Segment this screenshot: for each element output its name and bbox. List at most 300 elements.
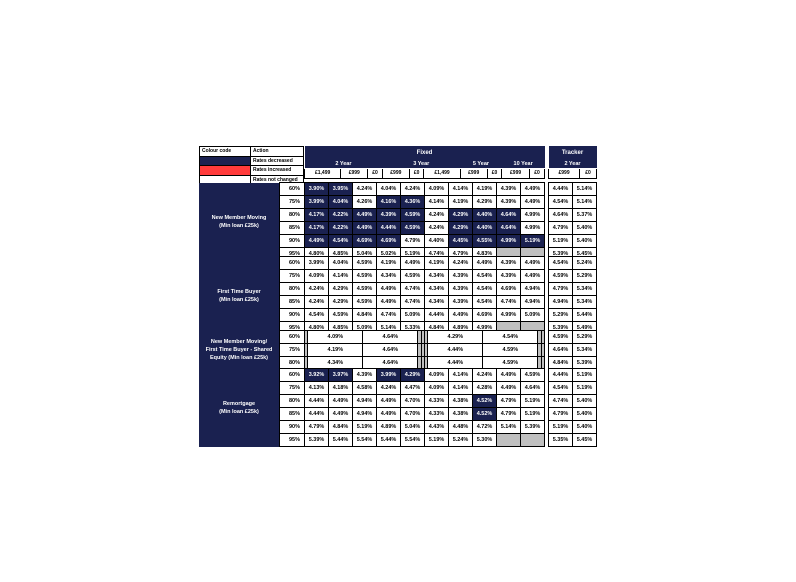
rate-cell: 4.24% <box>353 183 377 196</box>
rate-cell: 4.24% <box>305 283 329 296</box>
fee-header: £1,499 <box>305 169 341 179</box>
rate-cell: 4.24% <box>449 257 473 270</box>
rate-cell: 4.49% <box>329 408 353 421</box>
tracker-rate-cell: 5.14% <box>573 183 597 196</box>
tracker-rate-cell: 5.29% <box>573 331 597 344</box>
tracker-row <box>549 196 597 209</box>
tracker-rate-cell: 4.54% <box>549 257 573 270</box>
table-row <box>199 257 545 270</box>
rate-cell: 4.33% <box>425 408 449 421</box>
tracker-row <box>549 309 597 322</box>
tracker-rate-cell: 5.40% <box>573 421 597 434</box>
rate-cell: 4.09% <box>425 369 449 382</box>
rate-cell: 4.38% <box>449 395 473 408</box>
ltv-label: 95% <box>280 248 305 261</box>
rate-cell: 4.40% <box>425 235 449 248</box>
rate-cell: 5.19% <box>521 235 545 248</box>
fixed-title: Fixed <box>305 146 545 160</box>
rate-cell: 4.44% <box>425 309 449 322</box>
rate-cell: 4.79% <box>497 408 521 421</box>
rate-cell: 4.09% <box>425 382 449 395</box>
rate-cell: 4.22% <box>329 209 353 222</box>
rate-cell: 4.79% <box>497 395 521 408</box>
rate-cell: 4.59% <box>353 270 377 283</box>
rate-cell: 4.09% <box>305 270 329 283</box>
tracker-rate-cell: 5.34% <box>573 283 597 296</box>
rate-cell: 4.09% <box>308 331 363 344</box>
tracker-rate-cell: 5.40% <box>573 222 597 235</box>
tracker-row <box>549 434 597 447</box>
rate-cell: 4.74% <box>497 296 521 309</box>
rate-cell: 4.24% <box>425 209 449 222</box>
rate-cell: 4.94% <box>521 283 545 296</box>
rate-cell: 4.44% <box>305 408 329 421</box>
rate-cell: 4.13% <box>305 382 329 395</box>
rate-cell: 4.29% <box>428 331 483 344</box>
tracker-rate-cell: 4.64% <box>549 209 573 222</box>
rate-cell: 4.70% <box>401 395 425 408</box>
table-row <box>199 369 545 382</box>
rate-cell: 4.39% <box>377 209 401 222</box>
rate-cell: 4.84% <box>329 421 353 434</box>
rate-cell: 4.54% <box>483 331 538 344</box>
rate-cell: 4.33% <box>425 395 449 408</box>
rate-cell: 4.39% <box>449 283 473 296</box>
tracker-rate-cell: 5.19% <box>549 421 573 434</box>
tracker-rate-cell: 5.29% <box>573 270 597 283</box>
rate-cell: 3.99% <box>305 257 329 270</box>
tracker-rate-cell: 5.34% <box>573 344 597 357</box>
ltv-label: 90% <box>280 235 305 248</box>
rate-cell: 4.49% <box>377 296 401 309</box>
tracker-block <box>548 368 597 447</box>
tracker-row <box>549 222 597 235</box>
rate-cell: 4.19% <box>425 257 449 270</box>
tracker-rate-cell: 5.19% <box>549 235 573 248</box>
rate-cell: 4.14% <box>449 369 473 382</box>
rate-cell: 5.39% <box>305 434 329 447</box>
tracker-rate-cell: 5.39% <box>573 357 597 370</box>
rate-cell <box>521 434 545 447</box>
rate-cell: 4.17% <box>305 222 329 235</box>
tracker-rate-cell: 5.40% <box>573 235 597 248</box>
tracker-title: Tracker <box>549 146 597 160</box>
rate-cell: 4.39% <box>497 257 521 270</box>
rate-cell: 4.83% <box>473 248 497 261</box>
rate-cell: 5.09% <box>353 322 377 335</box>
tracker-row <box>549 408 597 421</box>
rate-cell: 4.99% <box>473 322 497 335</box>
rate-cell: 4.85% <box>329 248 353 261</box>
tracker-rate-cell: 4.94% <box>549 296 573 309</box>
fee-header: £0 <box>487 169 502 179</box>
rate-cell: 4.24% <box>425 222 449 235</box>
tracker-rate-cell: 4.74% <box>549 395 573 408</box>
rate-cell: 4.64% <box>497 222 521 235</box>
rate-cell: 4.94% <box>353 395 377 408</box>
tracker-rate-cell: 4.54% <box>549 196 573 209</box>
rate-cell: 4.39% <box>449 296 473 309</box>
term-10-year: 10 Year <box>502 160 545 169</box>
rate-cell: 4.29% <box>473 196 497 209</box>
ltv-label: 60% <box>280 331 305 344</box>
tracker-row <box>549 209 597 222</box>
tracker-rate-cell: 4.44% <box>549 369 573 382</box>
rate-cell: 4.34% <box>377 270 401 283</box>
rate-block <box>199 368 545 447</box>
rate-cell <box>541 331 544 344</box>
rate-cell: 4.55% <box>473 235 497 248</box>
product-label: New Member Moving (Min loan £25k) <box>199 183 280 261</box>
ltv-label: 75% <box>280 382 305 395</box>
rate-cell: 4.44% <box>377 222 401 235</box>
fixed-header <box>304 146 545 179</box>
tracker-rate-cell: 5.24% <box>573 257 597 270</box>
rate-cell: 4.24% <box>377 382 401 395</box>
rate-cell: 4.44% <box>428 344 483 357</box>
rate-cell: 4.39% <box>497 183 521 196</box>
tracker-rate-cell: 4.54% <box>549 382 573 395</box>
tracker-rate-cell: 5.34% <box>573 296 597 309</box>
tracker-rate-cell: 5.40% <box>573 395 597 408</box>
rate-cell: 3.95% <box>329 183 353 196</box>
rate-cell: 5.19% <box>401 248 425 261</box>
tracker-row <box>549 257 597 270</box>
tracker-row <box>549 183 597 196</box>
rate-cell: 4.94% <box>353 408 377 421</box>
rate-cell: 4.74% <box>401 283 425 296</box>
rate-cell: 4.99% <box>521 222 545 235</box>
rate-cell: 4.49% <box>305 235 329 248</box>
rate-cell: 4.39% <box>353 369 377 382</box>
rate-cell: 4.59% <box>329 309 353 322</box>
ltv-label: 60% <box>280 183 305 196</box>
tracker-block <box>548 330 597 370</box>
rate-cell: 4.58% <box>353 382 377 395</box>
rate-cell: 4.85% <box>329 322 353 335</box>
rate-cell: 4.49% <box>377 395 401 408</box>
tracker-rate-cell: 4.44% <box>549 183 573 196</box>
ltv-label: 80% <box>280 209 305 222</box>
rate-cell: 4.24% <box>401 183 425 196</box>
tracker-row <box>549 235 597 248</box>
rate-cell: 4.59% <box>353 296 377 309</box>
rate-cell: 4.24% <box>305 296 329 309</box>
rate-cell: 4.74% <box>401 296 425 309</box>
rate-cell: 4.59% <box>353 283 377 296</box>
rate-cell: 5.04% <box>353 248 377 261</box>
tracker-rate-cell: 5.45% <box>573 434 597 447</box>
tracker-row <box>549 283 597 296</box>
rate-cell: 5.04% <box>401 421 425 434</box>
tracker-rate-cell: 4.59% <box>549 331 573 344</box>
rate-cell: 4.04% <box>329 196 353 209</box>
rate-block <box>199 330 545 370</box>
rate-cell: 5.30% <box>473 434 497 447</box>
rate-cell: 4.09% <box>425 183 449 196</box>
ltv-label: 75% <box>280 270 305 283</box>
rate-cell: 4.22% <box>329 222 353 235</box>
rate-cell: 5.19% <box>521 408 545 421</box>
rate-cell: 4.49% <box>329 395 353 408</box>
legend-swatch-increased <box>200 166 251 176</box>
tracker-rate-cell: 5.45% <box>573 248 597 261</box>
rate-cell: 4.94% <box>521 296 545 309</box>
rate-cell: 4.49% <box>521 257 545 270</box>
rate-cell: 4.34% <box>425 296 449 309</box>
ltv-label: 95% <box>280 434 305 447</box>
rate-cell: 4.49% <box>353 222 377 235</box>
rate-cell <box>497 434 521 447</box>
rate-cell: 4.64% <box>363 357 418 370</box>
rate-cell: 4.14% <box>449 382 473 395</box>
rate-cell: 4.45% <box>449 235 473 248</box>
rate-cell: 4.19% <box>308 344 363 357</box>
rate-cell: 4.59% <box>521 369 545 382</box>
rate-cell: 4.18% <box>329 382 353 395</box>
ltv-label: 75% <box>280 196 305 209</box>
rate-cell: 4.49% <box>377 408 401 421</box>
rate-cell: 4.19% <box>377 257 401 270</box>
tracker-block <box>548 256 597 335</box>
rate-cell: 3.99% <box>305 196 329 209</box>
tracker-row <box>549 270 597 283</box>
rate-cell: 4.59% <box>483 357 538 370</box>
rate-cell: 4.49% <box>497 369 521 382</box>
rate-cell: 4.64% <box>363 344 418 357</box>
rate-cell: 4.34% <box>308 357 363 370</box>
rate-cell: 5.44% <box>377 434 401 447</box>
rate-block <box>199 256 545 335</box>
ltv-label: 80% <box>280 395 305 408</box>
rate-cell: 4.69% <box>377 235 401 248</box>
rate-cell: 4.29% <box>449 209 473 222</box>
rate-cell: 3.92% <box>305 369 329 382</box>
tracker-rate-cell: 4.64% <box>549 344 573 357</box>
rate-cell: 4.69% <box>353 235 377 248</box>
rate-cell: 4.29% <box>449 222 473 235</box>
rate-cell: 4.64% <box>497 209 521 222</box>
rate-cell: 5.09% <box>521 309 545 322</box>
rate-cell: 5.19% <box>521 395 545 408</box>
rate-cell: 4.80% <box>305 322 329 335</box>
rate-cell: 4.44% <box>428 357 483 370</box>
term-5-year: 5 Year <box>460 160 502 169</box>
rate-cell: 4.14% <box>449 183 473 196</box>
rate-cell: 4.64% <box>363 331 418 344</box>
rate-cell: 4.59% <box>401 270 425 283</box>
tracker-rate-cell: 5.14% <box>573 196 597 209</box>
rate-cell: 4.29% <box>401 369 425 382</box>
rate-cell: 4.49% <box>449 309 473 322</box>
tracker-fee-header: £999 <box>549 169 580 179</box>
rate-cell: 4.89% <box>377 421 401 434</box>
ltv-label: 60% <box>280 369 305 382</box>
rate-cell: 5.09% <box>401 309 425 322</box>
tracker-rate-cell: 5.19% <box>573 369 597 382</box>
table-row <box>199 331 545 344</box>
rate-cell: 4.19% <box>449 196 473 209</box>
rate-cell: 4.49% <box>521 270 545 283</box>
tracker-rate-cell: 4.79% <box>549 222 573 235</box>
tracker-term: 2 Year <box>549 160 597 169</box>
rate-cell: 4.39% <box>497 270 521 283</box>
rate-cell: 5.14% <box>377 322 401 335</box>
rate-cell: 4.79% <box>401 235 425 248</box>
product-label: New Member Moving/ First Time Buyer - Shared Equity (Min loan £25k) <box>199 331 280 370</box>
rate-cell: 4.89% <box>449 322 473 335</box>
rate-cell: 4.40% <box>473 222 497 235</box>
rate-cell: 4.80% <box>305 248 329 261</box>
rate-cell: 4.54% <box>473 283 497 296</box>
rate-cell: 4.99% <box>497 235 521 248</box>
rate-cell: 4.79% <box>449 248 473 261</box>
rate-cell: 4.26% <box>353 196 377 209</box>
rate-cell: 4.69% <box>497 283 521 296</box>
rate-cell: 3.90% <box>305 183 329 196</box>
rate-cell: 4.24% <box>473 369 497 382</box>
tracker-row <box>549 344 597 357</box>
rate-cell: 5.19% <box>353 421 377 434</box>
rate-cell: 4.49% <box>377 283 401 296</box>
rate-cell: 4.14% <box>425 196 449 209</box>
rate-cell: 4.39% <box>497 196 521 209</box>
rate-cell: 4.16% <box>377 196 401 209</box>
rate-cell: 4.49% <box>521 196 545 209</box>
rate-cell: 4.52% <box>473 395 497 408</box>
colour-legend <box>199 146 304 185</box>
tracker-rate-cell: 4.84% <box>549 357 573 370</box>
tracker-rate-cell: 5.39% <box>549 248 573 261</box>
rate-cell: 5.24% <box>449 434 473 447</box>
term-2-year: 2 Year <box>305 160 383 169</box>
rate-cell: 5.19% <box>425 434 449 447</box>
rate-cell: 4.54% <box>473 270 497 283</box>
rate-cell: 3.97% <box>329 369 353 382</box>
rate-cell: 4.49% <box>521 183 545 196</box>
ltv-label: 85% <box>280 296 305 309</box>
rate-cell: 4.99% <box>497 309 521 322</box>
legend-label-unchanged: Rates not changed <box>251 175 304 185</box>
tracker-rate-cell: 5.35% <box>549 434 573 447</box>
tracker-rate-cell: 4.79% <box>549 408 573 421</box>
tracker-header <box>548 146 597 179</box>
rate-cell: 4.99% <box>521 209 545 222</box>
legend-col-action: Action <box>251 147 304 157</box>
tracker-rate-cell: 4.79% <box>549 283 573 296</box>
tracker-row <box>549 382 597 395</box>
rate-cell: 4.74% <box>425 248 449 261</box>
rate-cell: 4.49% <box>473 257 497 270</box>
rate-cell: 4.40% <box>473 209 497 222</box>
tracker-rate-cell: 5.37% <box>573 209 597 222</box>
rate-cell: 4.38% <box>449 408 473 421</box>
rate-cell: 5.54% <box>401 434 425 447</box>
fee-header: £1,499 <box>424 169 460 179</box>
tracker-fee-header: £0 <box>580 169 597 179</box>
ltv-label: 95% <box>280 322 305 335</box>
ltv-label: 85% <box>280 408 305 421</box>
rate-cell: 5.39% <box>521 421 545 434</box>
table-row <box>199 183 545 196</box>
legend-label-decreased: Rates decreased <box>251 156 304 166</box>
rate-cell: 4.43% <box>425 421 449 434</box>
fee-header: £999 <box>382 169 409 179</box>
rate-cell: 5.54% <box>353 434 377 447</box>
rate-cell: 4.34% <box>425 270 449 283</box>
rate-cell <box>541 344 544 357</box>
rate-cell: 4.59% <box>401 209 425 222</box>
tracker-block <box>548 182 597 261</box>
rate-cell: 4.59% <box>353 257 377 270</box>
rate-cell: 4.04% <box>377 183 401 196</box>
rate-cell: 3.99% <box>377 369 401 382</box>
ltv-label: 80% <box>280 357 305 370</box>
rate-cell: 5.14% <box>497 421 521 434</box>
tracker-rate-cell: 5.40% <box>573 408 597 421</box>
fee-header: £999 <box>502 169 530 179</box>
product-label: Remortgage (Min loan £25k) <box>199 369 280 447</box>
rate-cell: 4.69% <box>473 309 497 322</box>
rate-cell: 4.84% <box>353 309 377 322</box>
product-label: First Time Buyer (Min loan £25k) <box>199 257 280 335</box>
rate-cell: 4.29% <box>329 283 353 296</box>
tracker-rate-cell: 5.29% <box>549 309 573 322</box>
ltv-label: 60% <box>280 257 305 270</box>
fee-header: £0 <box>368 169 383 179</box>
tracker-rate-cell: 5.49% <box>573 322 597 335</box>
rate-cell: 4.49% <box>497 382 521 395</box>
rate-cell: 4.54% <box>329 235 353 248</box>
tracker-rate-cell: 4.59% <box>549 270 573 283</box>
rate-cell: 4.59% <box>401 222 425 235</box>
legend-label-increased: Rates increased <box>251 166 304 176</box>
fee-header: £0 <box>409 169 424 179</box>
rate-cell: 4.17% <box>305 209 329 222</box>
ltv-label: 80% <box>280 283 305 296</box>
ltv-label: 90% <box>280 309 305 322</box>
tracker-rate-cell: 5.19% <box>573 382 597 395</box>
tracker-row <box>549 331 597 344</box>
tracker-rate-cell: 5.39% <box>549 322 573 335</box>
ltv-label: 75% <box>280 344 305 357</box>
rate-cell: 4.14% <box>329 270 353 283</box>
fee-header: £0 <box>529 169 544 179</box>
legend-swatch-decreased <box>200 156 251 166</box>
legend-col-code: Colour code <box>200 147 251 157</box>
rate-cell: 4.52% <box>473 408 497 421</box>
rate-cell: 4.44% <box>305 395 329 408</box>
rate-cell: 4.72% <box>473 421 497 434</box>
rate-cell: 4.39% <box>449 270 473 283</box>
rate-cell: 4.64% <box>521 382 545 395</box>
rate-cell: 4.36% <box>401 196 425 209</box>
rate-cell: 4.49% <box>353 209 377 222</box>
rate-cell: 4.19% <box>473 183 497 196</box>
rate-cell: 4.74% <box>377 309 401 322</box>
rate-cell: 4.04% <box>329 257 353 270</box>
ltv-label: 90% <box>280 421 305 434</box>
rate-cell: 4.29% <box>329 296 353 309</box>
rate-cell: 5.44% <box>329 434 353 447</box>
tracker-row <box>549 395 597 408</box>
rate-cell: 4.70% <box>401 408 425 421</box>
rate-block <box>199 182 545 261</box>
fee-header: £999 <box>341 169 368 179</box>
fee-header: £999 <box>460 169 487 179</box>
ltv-label: 85% <box>280 222 305 235</box>
rate-cell: 5.33% <box>401 322 425 335</box>
